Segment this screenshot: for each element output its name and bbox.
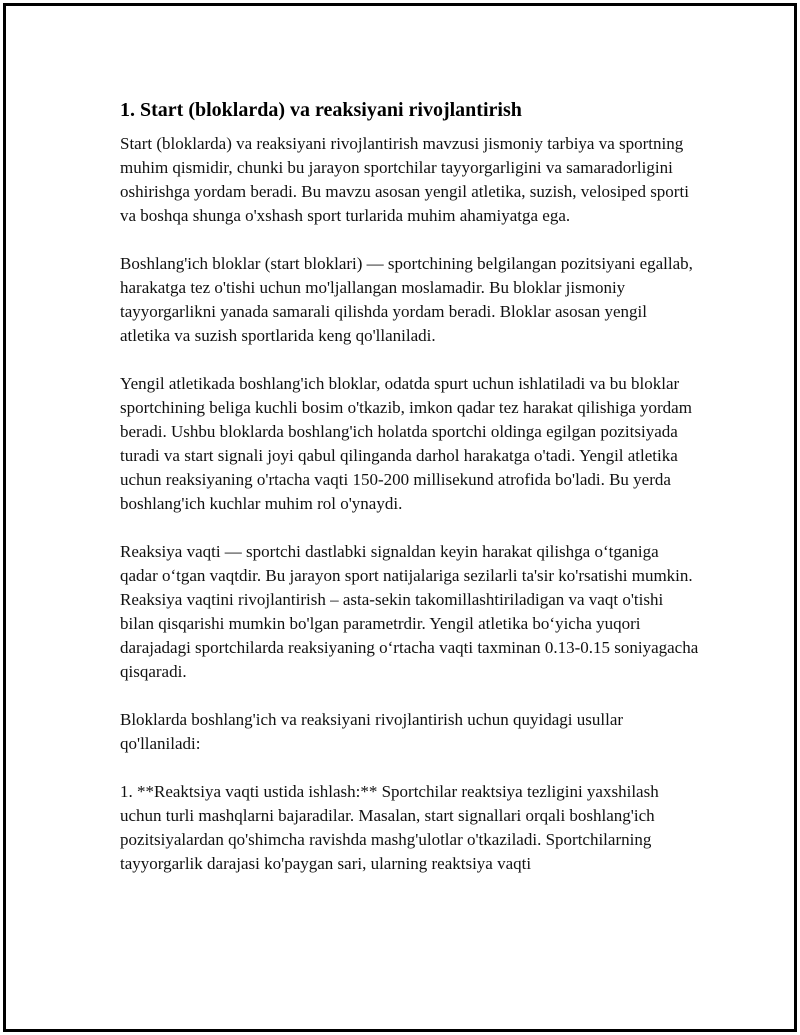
paragraph-reaction-time: Reaksiya vaqti — sportchi dastlabki signaldan keyin harakat qilishga o‘tganiga qadar o‘tgan vaqtdir. Bu jarayon sport natijalariga sezilarli ta'sir ko'rsatishi mumkin. Reaksiya vaqtini rivojlantirish – asta-sekin takomillashtiriladigan va vaqt o'tishi bilan qisqarishi mumkin bo'lgan parametrdir. Yengil atletika bo‘yicha yuqori darajadagi sportchilarda reaksiyaning o‘rtacha vaqti taxminan 0.13-0.15 soniyagacha qisqaradi. bbox=[120, 542, 699, 681]
paragraph-intro: Start (bloklarda) va reaksiyani rivojlantirish mavzusi jismoniy tarbiya va sportning muhim qismidir, chunki bu jarayon sportchilar tayyorgarligini va samaradorligini oshirishga yordam beradi. Bu mavzu asosan yengil atletika, suzish, velosiped sporti va boshqa shunga o'xshash sport turlarida muhim ahamiyatga ega. bbox=[120, 134, 689, 225]
paragraph-methods-intro: Bloklarda boshlang'ich va reaksiyani rivojlantirish uchun quyidagi usullar qo'llaniladi: bbox=[120, 710, 624, 753]
section-heading: 1. Start (bloklarda) va reaksiyani rivojlantirish bbox=[120, 99, 522, 121]
paragraph-start-blocks: Boshlang'ich bloklar (start bloklari) — sportchining belgilangan pozitsiyani egallab, harakatga tez o'tishi uchun mo'ljallangan moslamadir. Bu bloklar jismoniy tayyorgarlikni yanada samarali qilishda yordam beradi. Bloklar asosan yengil atletika va suzish sportlarida keng qo'llaniladi. bbox=[120, 254, 693, 345]
page-border bbox=[3, 3, 797, 1032]
paragraph-method-1: 1. **Reaktsiya vaqti ustida ishlash:** Sportchilar reaktsiya tezligini yaxshilash uchun turli mashqlarni bajaradilar. Masalan, start signallari orqali boshlang'ich pozitsiyalardan qo'shimcha ravishda mashg'ulotlar o'tkaziladi. Sportchilarning tayyorgarlik darajasi ko'paygan sari, ularning reaktsiya vaqti bbox=[120, 782, 659, 873]
document-body bbox=[120, 96, 700, 876]
paragraph-athletics-blocks: Yengil atletikada boshlang'ich bloklar, odatda spurt uchun ishlatiladi va bu bloklar sportchining beliga kuchli bosim o'tkazib, imkon qadar tez harakat qilishiga yordam beradi. Ushbu bloklarda boshlang'ich holatda sportchi oldinga egilgan pozitsiyada turadi va start signali joyi qabul qilinganda darhol harakatga o'tadi. Yengil atletika uchun reaksiyaning o'rtacha vaqti 150-200 millisekund atrofida bo'ladi. Bu yerda boshlang'ich kuchlar muhim rol o'ynaydi. bbox=[120, 374, 692, 513]
